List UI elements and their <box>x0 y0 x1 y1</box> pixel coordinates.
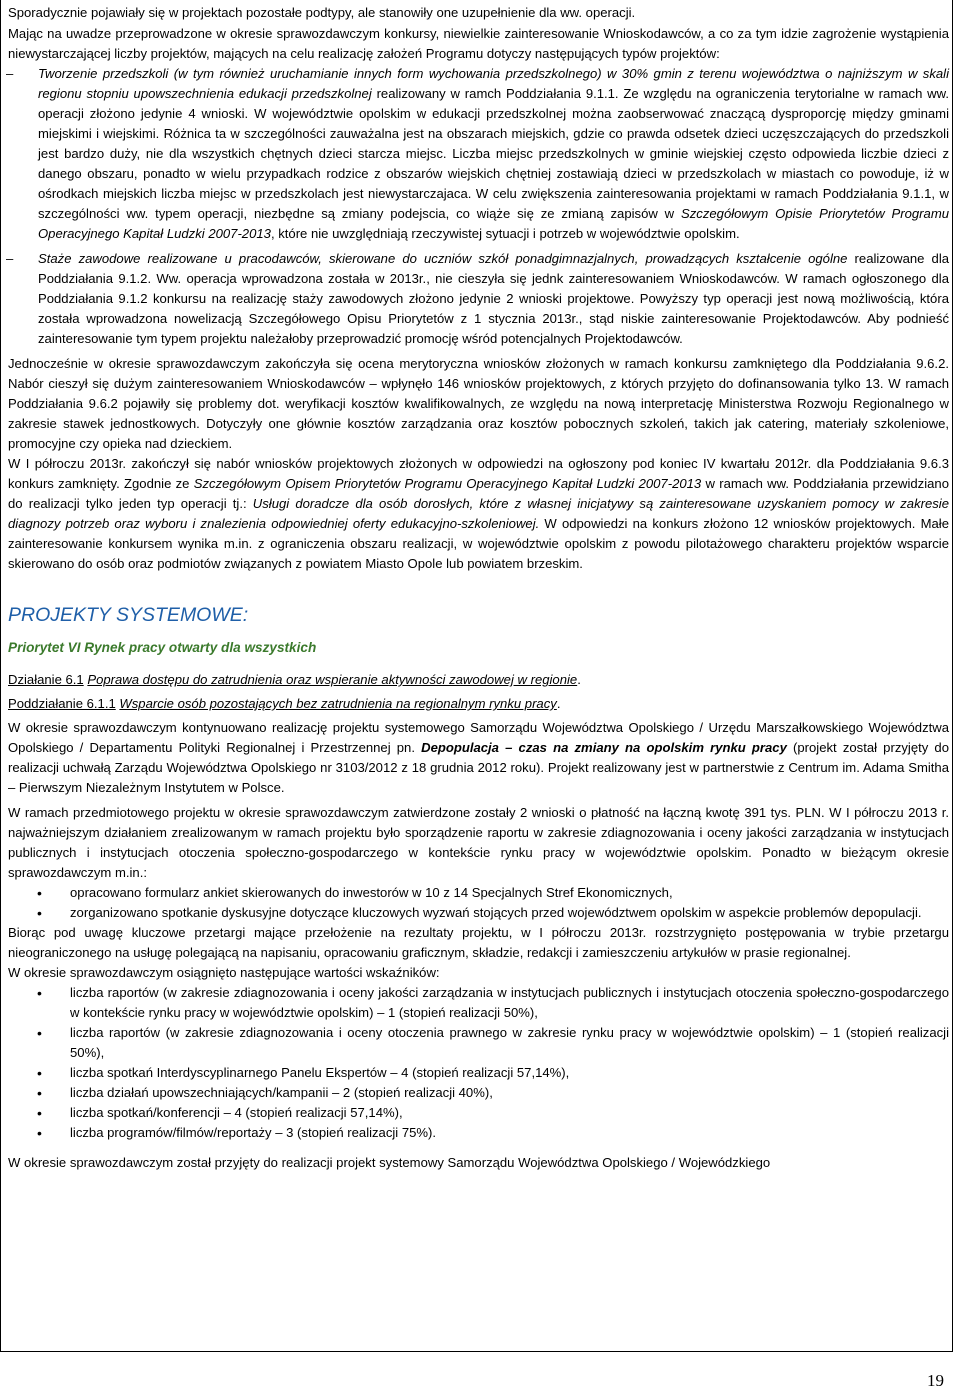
paragraph: W I półroczu 2013r. zakończył się nabór wniosków projektowych złożonych w odpowiedzi na ogłoszony pod koniec IV kwartału 2012r. dla Poddziałania 9.6.3 konkurs zamknięty. Zgodnie ze Szczegółowym Opisem Priorytetów Programu Operacyjnego Kapitał Ludzki 2007-2013 w ramach ww. Poddziałania przewidziano do realizacji tylko jeden typ operacji tj.: Usługi doradcze dla osób dorosłych, które z własnej inicjatywy są zainteresowane uzyskaniem pomocy w zakresie diagnozy potrzeb oraz wyboru i znalezienia odpowiedniej oferty edukacyjno-szkoleniowej. W odpowiedzi na konkurs złożono 12 wniosków projektowych. Małe zainteresowanie konkursem wynika m.in. z ograniczenia obszaru realizacji, w województwie opolskim z powodu pilotażowego charakteru projektów wsparcie skierowano do osób oraz podmiotów związanych z powiatem Miasto Opole lub powiatem brzeskim. <box>8 456 949 571</box>
paragraph: W okresie sprawozdawczym osiągnięto następujące wartości wskaźników: <box>8 965 440 980</box>
paragraph: W ramach przedmiotowego projektu w okresie sprawozdawczym zatwierdzone zostały 2 wnioski o płatność na łączną kwotę 391 tys. PLN. W I półroczu 2013 r. najważniejszym działaniem zrealizowanym w ramach projektu było sporządzenie raportu w zakresie zdiagnozowania i oceny jakości zarządzania w instytucjach publicznych i instytucjach otoczenia społeczno-gospodarczego w kontekście rynku pracy w województwie opolskim. Ponadto w bieżącym okresie sprawozdawczym m.in.: <box>8 805 949 880</box>
text: realizowane dla Poddziałania 9.1.2. Ww. operacja wprowadzona została w 2013r., nie cieszyła się jednk zainteresowaniem Wnioskodawców. W ramach ogłoszonego dla Poddziałania 9.1.2 konkursu na realizację staży zawodowych złożono jedynie 2 wnioski projektowe. Powyższy typ operacji jest nową możliwością, która została wprowadzona nowelizacją Szczegółowego Opisu Priorytetów z 1 stycznia 2013r., stąd niskie zainteresowanie Projektodawców. Aby podnieść zainteresowanie tym typem projektu należałoby przeprowadzić promocję wśród potencjalnych Projektodawców. <box>38 251 950 346</box>
list-item: • opracowano formularz ankiet skierowanych do inwestorów w 10 z 14 Specjalnych Stref Ekonomicznych, <box>37 885 673 901</box>
section-heading: PROJEKTY SYSTEMOWE: <box>8 604 249 626</box>
list-item: • zorganizowano spotkanie dyskusyjne dotyczące kluczowych wyzwań stojących przed województwem opolskim w aspekcie problemów depopulacji. <box>37 905 922 921</box>
paragraph: Mając na uwadze przeprowadzone w okresie sprawozdawczym konkursy, niewielkie zainteresowanie Wnioskodawców, a co za tym idzie zagrożenie wystąpienia niewystarczającej liczby projektów, mających na celu realizację założeń Programu dotyczy następujących typów projektów: <box>8 26 949 61</box>
indicator-item: • liczba raportów (w zakresie zdiagnozowania i oceny jakości zarządzania w instytucjach publicznych i instytucjach otoczenia społeczno-gospodarczego w kontekście rynku pracy w województwie opolskim) – 1 (stopień realizacji 50%), <box>37 985 949 1020</box>
indicator-item: • liczba programów/filmów/reportaży – 3 (stopień realizacji 75%). <box>37 1125 437 1141</box>
bullet-marker: • <box>37 885 42 901</box>
indicator-item: • liczba spotkań Interdyscyplinarnego Panelu Ekspertów – 4 (stopień realizacji 57,14%), <box>37 1065 570 1081</box>
indicator-item: • liczba działań upowszechniających/kampanii – 2 (stopień realizacji 40%), <box>37 1085 493 1101</box>
measure-heading: Działanie 6.1 Poprawa dostępu do zatrudnienia oraz wspieranie aktywności zawodowej w regionie. <box>8 672 581 687</box>
paragraph: W okresie sprawozdawczym kontynuowano realizację projektu systemowego Samorządu Województwa Opolskiego / Urzędu Marszałkowskiego Województwa Opolskiego / Departamentu Polityki Regionalnej i Przestrzennej pn. Depopulacja – czas na zmiany na opolskim rynku pracy (projekt został przyjęty do realizacji uchwałą Zarządu Województwa Opolskiego nr 3103/2012 z 18 grudnia 2012 roku). Projekt realizowany jest w partnerstwie z Centrum im. Adama Smitha – Pierwszym Niezależnym Instytutem w Polsce. <box>8 720 949 795</box>
bullet-marker: • <box>37 985 42 1001</box>
bullet-marker: • <box>37 905 42 921</box>
submeasure-heading: Poddziałanie 6.1.1 Wsparcie osób pozostających bez zatrudnienia na regionalnym rynku pracy. <box>8 696 561 711</box>
document-title: Szczegółowym Opisie Priorytetów Programu Operacyjnego Kapitał Ludzki 2007-2013 <box>38 206 950 241</box>
bullet-marker: • <box>37 1105 42 1121</box>
document-title: Szczegółowym Opisem Priorytetów Programu Operacyjnego Kapitał Ludzki 2007-2013 <box>193 476 702 491</box>
bullet-marker: • <box>37 1125 42 1141</box>
indicator-item: • liczba raportów (w zakresie zdiagnozowania i oceny otoczenia prawnego w zakresie rynku pracy w województwie opolskim) – 1 (stopień realizacji 50%), <box>37 1025 949 1060</box>
paragraph: Biorąc pod uwagę kluczowe przetargi mające przełożenie na rezultaty projektu, w I półroczu 2013r. rozstrzygnięto postępowania w trybie przetargu nieograniczonego na usługę polegającą na napisaniu, opracowaniu graficznym, składzie, redakcji i zamieszczeniu artykułów w prasie regionalnej. <box>8 925 949 960</box>
operation-type: Tworzenie przedszkoli (w tym również uruchamianie innych form wychowania przedszkolnego) w 30% gmin z terenu województwa o najniższym w skali regionu stopniu upowszechnienia edukacji przedszkolnej <box>38 66 949 101</box>
operation-type: Usługi doradcze dla osób dorosłych, które z własnej inicjatywy są zainteresowane uzyskaniem pomocy w zakresie diagnozy potrzeb oraz wyboru i znalezienia odpowiedniej oferty edukacyjno-szkoleniowej. <box>8 496 949 531</box>
page-number: 19 <box>927 1371 944 1390</box>
paragraph: Sporadycznie pojawiały się w projektach pozostałe podtypy, ale stanowiły one uzupełnienie dla ww. operacji. <box>8 5 636 20</box>
text: , które nie uwzględniają rzeczywistej sytuacji i potrzeb w województwie opolskim. <box>270 226 740 241</box>
dash-marker: – <box>6 251 14 266</box>
indicator-item: • liczba spotkań/konferencji – 4 (stopień realizacji 57,14%), <box>37 1105 403 1121</box>
list-item <box>8 249 949 349</box>
bullet-marker: • <box>37 1025 42 1041</box>
bullet-marker: • <box>37 1085 42 1101</box>
list-item <box>8 64 949 244</box>
project-name: Depopulacja – czas na zmiany na opolskim rynku pracy <box>421 740 787 755</box>
paragraph: Jednocześnie w okresie sprawozdawczym zakończyła się ocena merytoryczna wniosków złożonych w ramach konkursu zamkniętego dla Poddziałania 9.6.2. Nabór cieszył się dużym zainteresowaniem Wnioskodawców – wpłynęło 146 wniosków projektowych, z których przyjęto do dofinansowania tylko 13. W ramach Poddziałania 9.6.2 pojawiły się problemy dot. weryfikacji kosztów kwalifikowalnych, ze względu na nową interpretację Ministerstwa Rozwoju Regionalnego w zakresie stawek jednostkowych. Dotyczyły one głównie kosztów zarządzania oraz kosztów pobocznych szkoleń, takich jak catering, materiały szkoleniowe, promocyjne czy opieka nad dzieckiem. <box>8 356 949 451</box>
priority-heading: Priorytet VI Rynek pracy otwarty dla wszystkich <box>8 640 317 655</box>
paragraph: W okresie sprawozdawczym został przyjęty do realizacji projekt systemowy Samorządu Województwa Opolskiego / Wojewódzkiego <box>8 1155 771 1170</box>
bullet-marker: • <box>37 1065 42 1081</box>
text: realizowany w ramch Poddziałania 9.1.1. Ze względu na ograniczenia terytorialne w ramach ww. operacji złożono jedynie 4 wnioski. W województwie opolskim w edukacji przedszkolnej można zaobserwować znaczącą dysproporcję między gminami miejskimi i wiejskimi. Różnica ta w szczególności zauważalna jest na obszarach miejskich, gdzie co prawda odsetek dzieci uczęszczających do przedszkoli jest bardzo duży, nie dla wszystkich chętnych dzieci starcza miejsc. Liczba miejsc przedszkolnych w gminie wiejskiej często odpowieda liczbie dzieci z danego obszaru, ponadto w wielu przypadkach rodzice z obszarów wiejskich chętniej zostawiają dzieci w przedszkolach w miastach co powoduje, iż w ośrodkach miejskich liczba miejsc w przedszkolach jest niewystarczajaca. W celu zwiększenia zainteresowania projektami w ramach Poddziałania 9.1.1, w szczególności ww. typem operacji, niezbędne są zmiany podejscia, co wiąże się ze zmianą zapisów w <box>38 86 949 221</box>
dash-marker: – <box>6 66 14 81</box>
operation-type: Staże zawodowe realizowane u pracodawców, skierowane do uczniów szkół ponadgimnazjalnych, prowadzących kształcenie ogólne <box>38 251 848 266</box>
document-body <box>8 3 949 1173</box>
